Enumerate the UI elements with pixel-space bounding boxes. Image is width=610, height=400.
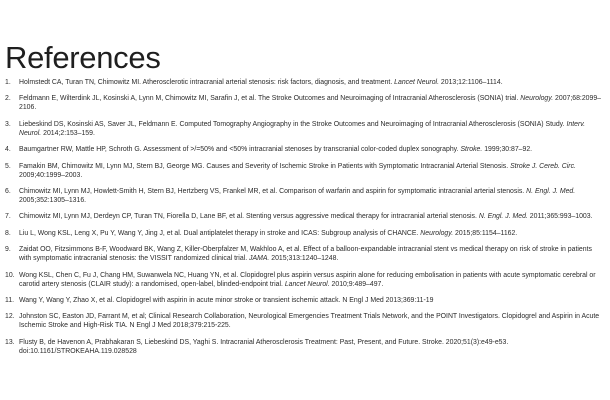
reference-item — [5, 229, 605, 238]
reference-number: 8. — [5, 229, 11, 237]
reference-citation: 2011;365:993–1003. — [527, 213, 593, 221]
reference-journal: Neurology. — [420, 229, 454, 237]
reference-item — [5, 145, 605, 154]
reference-item — [5, 94, 605, 112]
reference-journal: Lancet Neurol. — [394, 79, 439, 86]
reference-citation: 1999;30:87–92. — [482, 146, 533, 154]
reference-item — [5, 296, 605, 305]
reference-text: Wang Y, Wang Y, Zhao X, et al. Clopidogrel with aspirin in acute minor stroke or transient ischemic attack. N Engl J Med 2013;369:11-19 — [19, 296, 434, 304]
reference-text: Feldmann E, Wilterdink JL, Kosinski A, Lynn M, Chimowitz MI, Sarafin J, et al. The Stroke Outcomes and Neuroimaging of Intracranial Atherosclerosis (SONIA) trial. — [19, 95, 521, 103]
reference-journal: Interv. Neurol. — [19, 120, 586, 137]
reference-journal: N. Engl. J. Med. — [478, 213, 528, 221]
reference-item — [5, 78, 605, 87]
reference-text: Baumgartner RW, Mattle HP, Schroth G. Assessment of >/=50% and <50% intracranial stenoses by transcranial color-coded duplex sonography. — [19, 146, 461, 154]
reference-citation: 2007;68:2099–2106. — [19, 95, 602, 112]
reference-citation: 2015;85:1154–1162. — [453, 229, 518, 237]
reference-number: 13. — [5, 338, 15, 346]
reference-citation: 2013;12:1106–1114. — [439, 79, 503, 86]
reference-item — [5, 187, 605, 205]
reference-item — [5, 271, 605, 289]
reference-number: 5. — [5, 162, 11, 170]
reference-number: 10. — [5, 271, 15, 279]
reference-number: 6. — [5, 187, 11, 195]
reference-item — [5, 312, 605, 330]
reference-journal: Stroke. — [460, 146, 483, 154]
reference-text: Johnston SC, Easton JD, Farrant M, et al; Clinical Research Collaboration, Neurological Emergencies Treatment Trials Network, and the POINT Investigators. Clopidogrel and Aspirin in Acute Ischemic Stroke and High-Risk TIA. N Engl J Med 2018;379:215-225. — [19, 313, 600, 330]
reference-item — [5, 245, 605, 263]
reference-text: Liu L, Wong KSL, Leng X, Pu Y, Wang Y, Jing J, et al. Dual antiplatelet therapy in stroke and ICAS: Subgroup analysis of CHANCE. — [19, 229, 421, 237]
reference-item — [5, 212, 605, 221]
reference-list — [5, 78, 605, 363]
reference-text: Chimowitz MI, Lynn MJ, Derdeyn CP, Turan TN, Fiorella D, Lane BF, et al. Stenting versus aggressive medical therapy for intracranial arterial stenosis. — [19, 213, 479, 221]
reference-text: Flusty B, de Havenon A, Prabhakaran S, Liebeskind DS, Yaghi S. Intracranial Atherosclerosis Treatment: Past, Present, and Future. Stroke. 2020;51(3):e49-e53. doi:10.1161/STROKEAHA.119.028528 — [19, 338, 509, 355]
reference-text: Zaidat OO, Fitzsimmons B-F, Woodward BK, Wang Z, Killer-Oberpfalzer M, Wakhloo A, et al. Effect of a balloon-expandable intracranial stent vs medical therapy on risk of stroke in patients with symptomatic intracranial stenosis: the VISSIT randomized clinical trial. — [19, 246, 592, 263]
reference-item — [5, 338, 605, 356]
reference-journal: N. Engl. J. Med. — [526, 187, 576, 195]
reference-number: 12. — [5, 313, 15, 321]
reference-text: Holmstedt CA, Turan TN, Chimowitz MI. Atherosclerotic intracranial arterial stenosis: risk factors, diagnosis, and treatment. — [19, 79, 395, 86]
reference-journal: JAMA. — [249, 255, 270, 263]
reference-citation: 2010;9:489–497. — [329, 280, 384, 288]
reference-number: 11. — [5, 296, 15, 304]
reference-text: Wong KSL, Chen C, Fu J, Chang HM, Suwanwela NC, Huang YN, et al. Clopidogrel plus aspirin versus aspirin alone for reducing embolisation in patients with acute symptomatic cerebral or carotid artery stenosis (CLAIR study): a randomised, open-label, blinded-endpoint trial. — [19, 271, 596, 288]
reference-number: 2. — [5, 95, 11, 103]
reference-citation: 2015;313:1240–1248. — [269, 255, 339, 263]
reference-item — [5, 120, 605, 138]
reference-number: 7. — [5, 213, 11, 221]
reference-citation: 2009;40:1999–2003. — [19, 171, 83, 179]
reference-number: 9. — [5, 246, 11, 254]
reference-number: 1. — [5, 79, 11, 86]
reference-text: Chimowitz MI, Lynn MJ, Howlett-Smith H, Stern BJ, Hertzberg VS, Frankel MR, et al. Comparison of warfarin and aspirin for symptomatic intracranial arterial stenosis. — [19, 187, 527, 195]
reference-citation: 2005;352:1305–1316. — [19, 196, 87, 204]
reference-text: Famakin BM, Chimowitz MI, Lynn MJ, Stern BJ, George MG. Causes and Severity of Ischemic Stroke in Patients with Symptomatic Intracranial Arterial Stenosis. — [19, 162, 511, 170]
reference-number: 4. — [5, 146, 11, 154]
reference-citation: 2014;2:153–159. — [41, 129, 95, 137]
reference-text: Liebeskind DS, Kosinski AS, Saver JL, Feldmann E. Computed Tomography Angiography in the Stroke Outcomes and Neuroimaging of Intracranial Atherosclerosis (SONIA) Study. — [19, 120, 567, 128]
reference-item — [5, 162, 605, 180]
slide-title: References — [5, 40, 161, 75]
reference-journal: Stroke J. Cereb. Circ. — [510, 162, 576, 170]
reference-journal: Lancet Neurol. — [284, 280, 330, 288]
reference-number: 3. — [5, 120, 11, 128]
reference-journal: Neurology. — [520, 95, 554, 103]
